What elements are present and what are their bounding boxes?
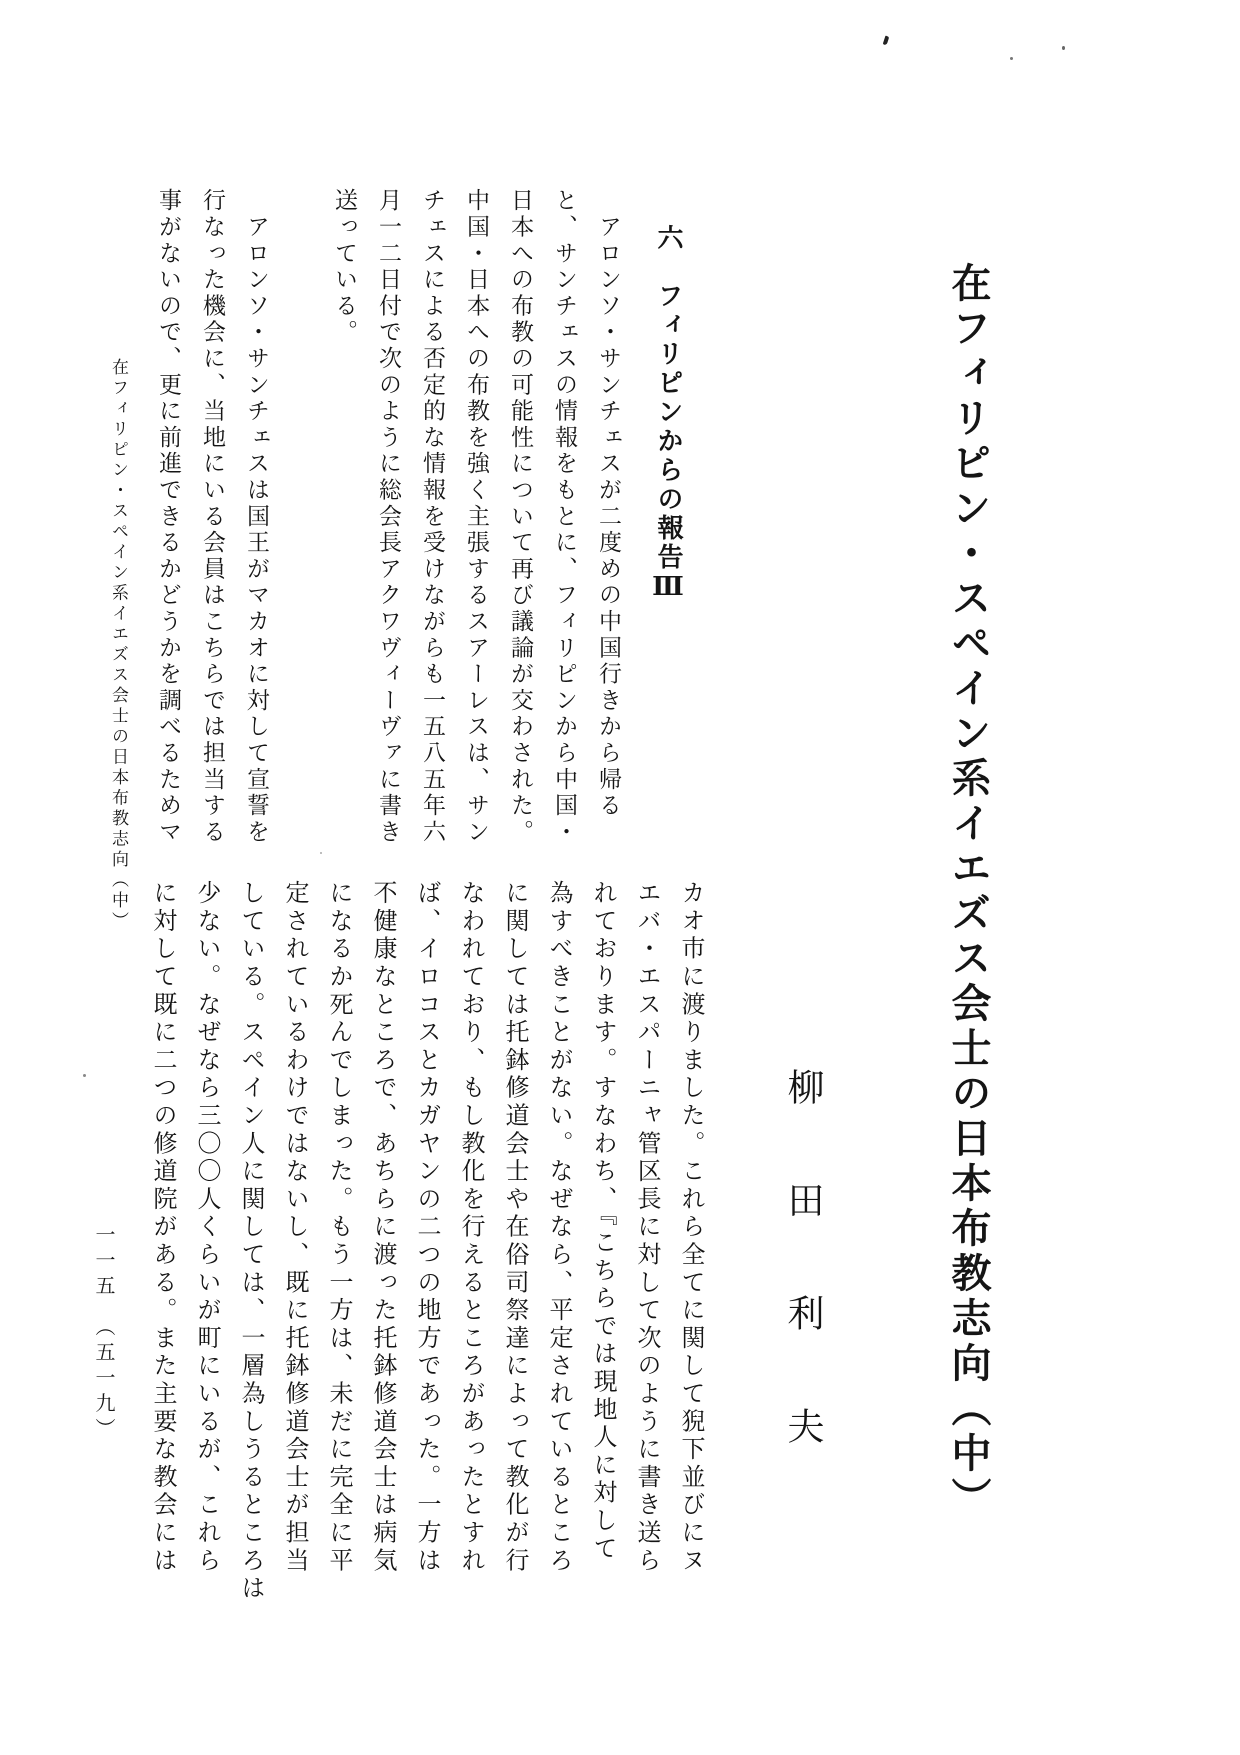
text-column: 少ない。なぜなら三〇〇人くらいが町にいるが、これら [193, 880, 221, 1575]
page-number: 一一五 （五一九） [92, 1224, 116, 1444]
article-title: 在フィリピン・スペイン系イエズス会士の日本布教志向（中） [945, 262, 992, 1522]
text-column: カオ市に渡りました。これら全てに関して猊下並びにヌ [677, 880, 705, 1575]
text-column: アロンソ・サンチェスは国王がマカオに対して宣誓を [243, 188, 269, 846]
author-name: 柳田利夫 [781, 1068, 824, 1520]
text-column: なわれており、もし教化を行えるところがあったとすれ [457, 880, 485, 1575]
text-column: エバ・エスパーニャ管区長に対して次のように書き送ら [633, 880, 661, 1575]
body-text-upper [146, 188, 630, 878]
text-column: アロンソ・サンチェスが二度めの中国行きから帰る [595, 188, 621, 820]
text-column: 中国・日本への布教を強く主張するスアーレスは、サン [463, 188, 489, 846]
scan-speck [320, 852, 322, 854]
running-footer-title: 在フィリピン・スペイン系イエズス会士の日本布教志向（中） [108, 358, 128, 932]
body-text-lower [141, 880, 713, 1605]
text-column: している。スペイン人に関しては、一層為しうるところは [237, 880, 265, 1603]
scan-speck [83, 1074, 86, 1077]
text-column: 行なった機会に、当地にいる会員はこちらでは担当する [199, 188, 225, 846]
text-column: 送っている。 [331, 188, 357, 346]
text-column-blank [278, 188, 322, 878]
text-column: 定されているわけではないし、既に托鉢修道会士が担当 [281, 880, 309, 1575]
text-column: になるか死んでしまった。もう一方は、未だに完全に平 [325, 880, 353, 1575]
text-column: と、サンチェスの情報をもとに、フィリピンから中国・ [551, 188, 577, 846]
text-column: ば、イロコスとカガヤンの二つの地方であった。一方は [413, 880, 441, 1575]
text-column: 月一二日付で次のように総会長アクワヴィーヴァに書き [375, 188, 401, 846]
text-column: 不健康なところで、あちらに渡った托鉢修道会士は病気 [369, 880, 397, 1575]
text-column: 日本への布教の可能性について再び議論が交わされた。 [507, 188, 533, 846]
scan-speck [1010, 57, 1013, 60]
text-column: 為すべきことがない。なぜなら、平定されているところ [545, 880, 573, 1575]
text-column: 事がないので、更に前進できるかどうかを調べるためマ [155, 188, 181, 846]
text-column: チェスによる否定的な情報を受けながらも一五八五年六 [419, 188, 445, 846]
text-column: に対して既に二つの修道院がある。また主要な教会には [149, 880, 177, 1575]
scan-speck [1062, 46, 1065, 50]
text-column: れております。すなわち、『こちらでは現地人に対して [589, 880, 617, 1563]
section-heading: 六 フィリピンからの報告Ⅲ [653, 224, 683, 605]
text-column: に関しては托鉢修道会士や在俗司祭達によって教化が行 [501, 880, 529, 1575]
scan-speck [883, 36, 890, 46]
